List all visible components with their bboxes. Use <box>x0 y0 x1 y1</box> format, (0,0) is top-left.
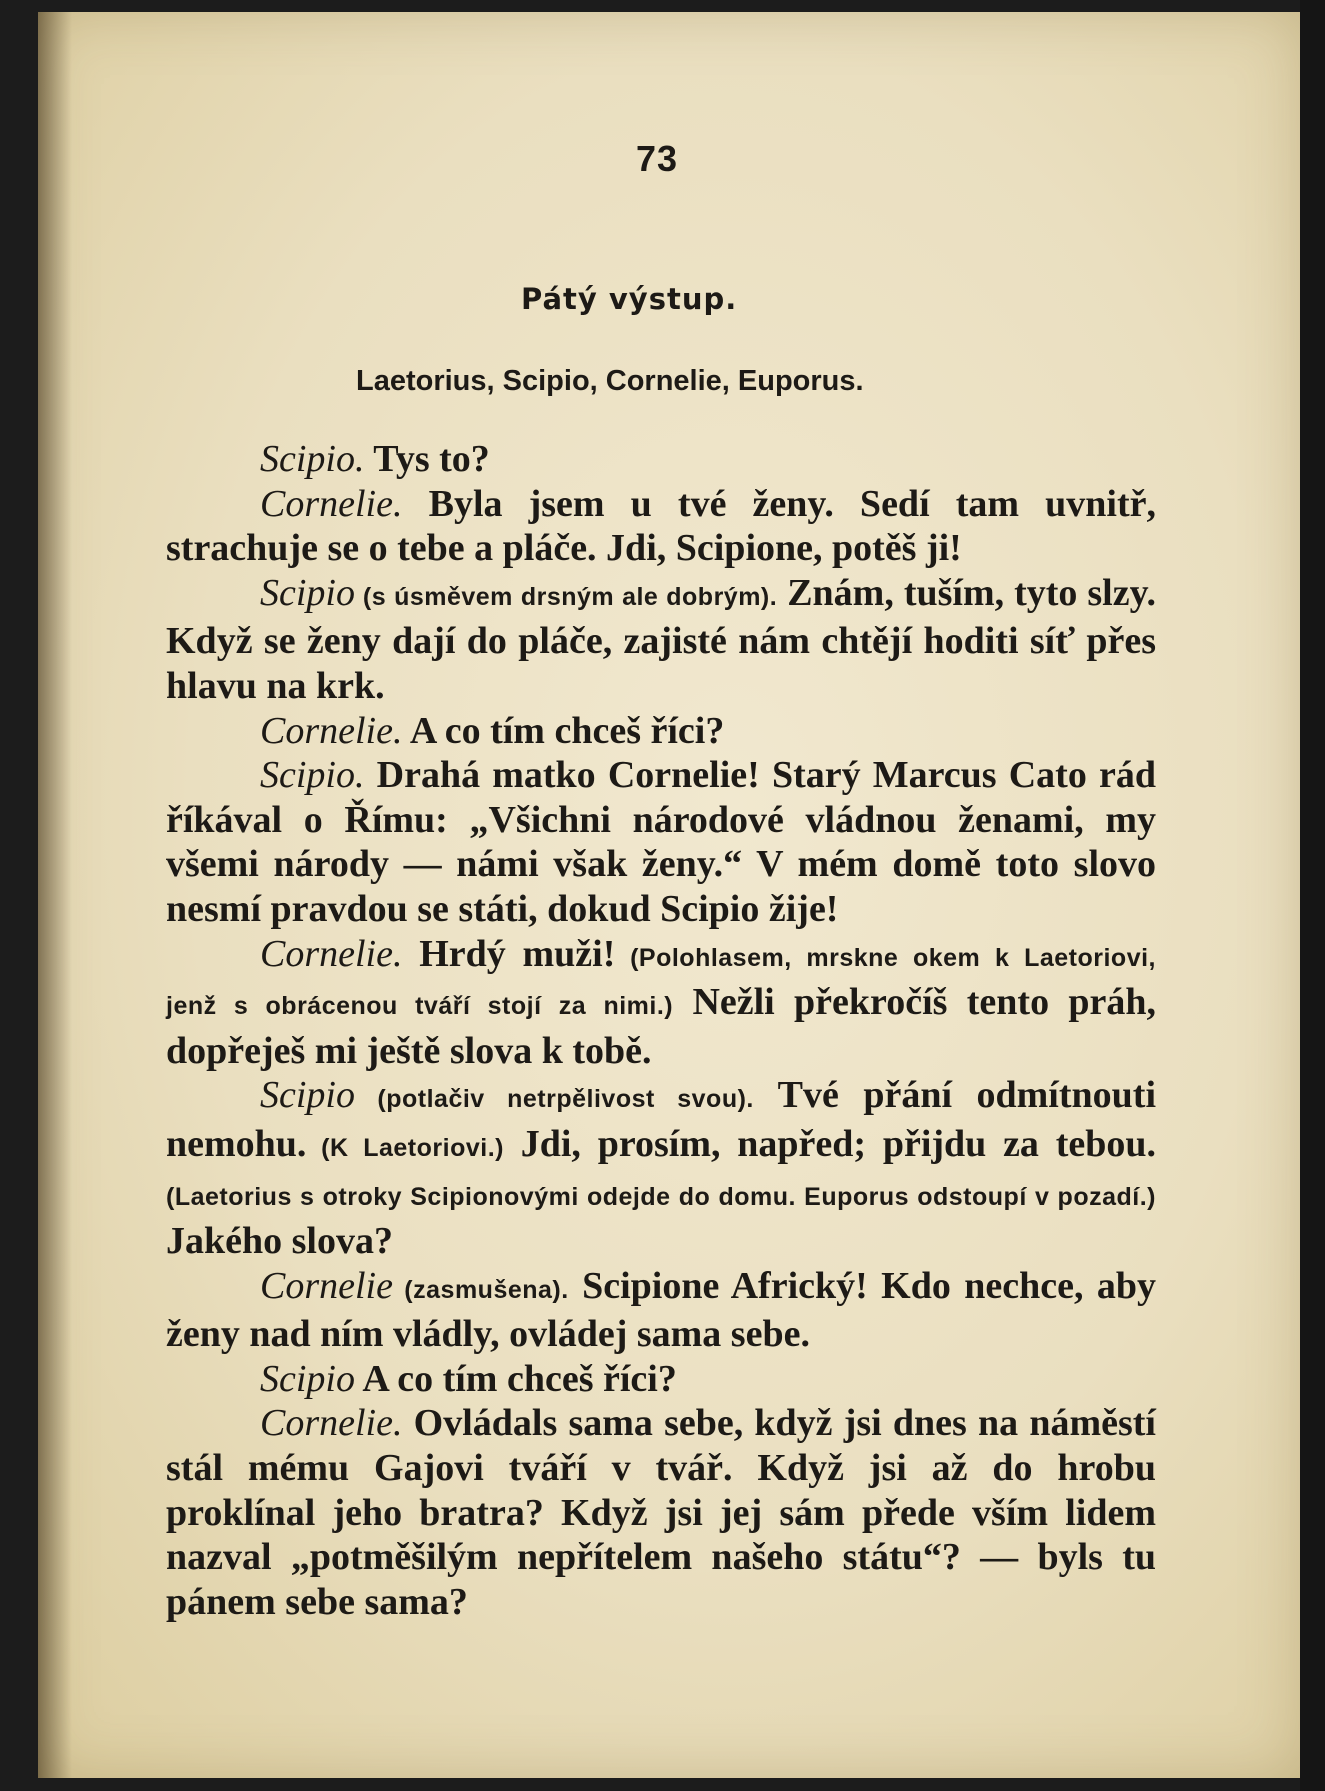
dialogue-text <box>166 437 1156 1624</box>
stage-direction: (Polohlasem, mrskne okem k Laetoriovi, jenž s obrácenou tváří stojí za nimi.) <box>166 943 1156 1021</box>
dialogue-line <box>166 437 1156 482</box>
stage-direction: (K Laetoriovi.) <box>306 1133 504 1162</box>
stage-direction: (potlačiv netrpělivost svou). <box>354 1085 754 1114</box>
line-text: Hrdý muži! <box>402 932 616 975</box>
dialogue-line <box>166 1401 1156 1624</box>
line-text: A co tím chceš říci? <box>402 709 725 752</box>
book-spine-shadow <box>38 12 72 1778</box>
dialogue-line <box>166 571 1156 709</box>
dialogue-line <box>166 1073 1156 1263</box>
line-text: Byla jsem u tvé ženy. Sedí tam uvnitř, strachuje se o tebe a pláče. Jdi, Scipione, potěš ji! <box>166 482 1156 570</box>
speaker-name: Cornelie. <box>260 932 403 975</box>
dialogue-line <box>166 1264 1156 1357</box>
page-number: 73 <box>636 138 679 179</box>
line-text: Scipione Africký! Kdo nechce, aby ženy nad ním vládly, ovládej sama sebe. <box>166 1264 1156 1356</box>
speaker-name: Cornelie. <box>260 709 403 752</box>
stage-direction: (s úsměvem drsným ale dobrým). <box>354 582 778 611</box>
speaker-name: Cornelie. <box>260 482 403 525</box>
line-text: Ovládals sama sebe, když jsi dnes na náměstí stál mému Gajovi tváří v tvář. Když jsi až do hrobu proklínal jeho bratra? Když jsi jej sám přede vším lidem nazval „potměšilým nepřítelem našeho státu“? — byls tu pánem sebe sama? <box>166 1402 1156 1623</box>
speaker-name: Scipio <box>260 1074 355 1117</box>
line-text: Drahá matko Cornelie! Starý Marcus Cato rád říkával o Římu: „Všichni národové vládnou ženami, my všemi národy — námi však ženy.“ V mém domě toto slovo nesmí pravdou se státi, dokud Scipio žije! <box>166 754 1156 930</box>
dialogue-line <box>166 1357 1156 1402</box>
dialogue-line <box>166 709 1156 754</box>
speaker-name: Scipio. <box>260 438 365 480</box>
dialogue-line <box>166 482 1156 571</box>
stage-direction: (zasmušena). <box>392 1275 569 1304</box>
speaker-name: Scipio <box>260 571 355 614</box>
dialogue-line <box>166 753 1156 931</box>
speaker-name: Scipio <box>260 1357 355 1400</box>
line-text: Tys to? <box>364 438 490 480</box>
scene-heading: Pátý výstup. <box>521 282 738 316</box>
line-text: Nežli překročíš tento práh, dopřeješ mi ještě slova k tobě. <box>166 981 1157 1072</box>
speaker-name: Scipio. <box>260 754 365 797</box>
page-edge <box>1300 0 1325 1791</box>
line-text: Jdi, prosím, napřed; přijdu za tebou. <box>503 1122 1156 1165</box>
line-text: A co tím chceš říci? <box>354 1357 677 1400</box>
speaker-name: Cornelie <box>260 1264 393 1307</box>
dialogue-line <box>166 932 1156 1074</box>
character-list: Laetorius, Scipio, Cornelie, Euporus. <box>356 365 864 397</box>
line-text: Jakého slova? <box>166 1220 393 1263</box>
speaker-name: Cornelie. <box>260 1402 403 1445</box>
line-text: Znám, tuším, tyto slzy. Když se ženy dají do pláče, zajisté nám chtějí hoditi síť přes hlavu na krk. <box>166 571 1156 707</box>
stage-direction: (Laetorius s otroky Scipionovými odejde do domu. Euporus odstoupí v pozadí.) <box>166 1182 1156 1211</box>
line-text: Tvé přání odmítnouti nemohu. <box>166 1074 1157 1165</box>
